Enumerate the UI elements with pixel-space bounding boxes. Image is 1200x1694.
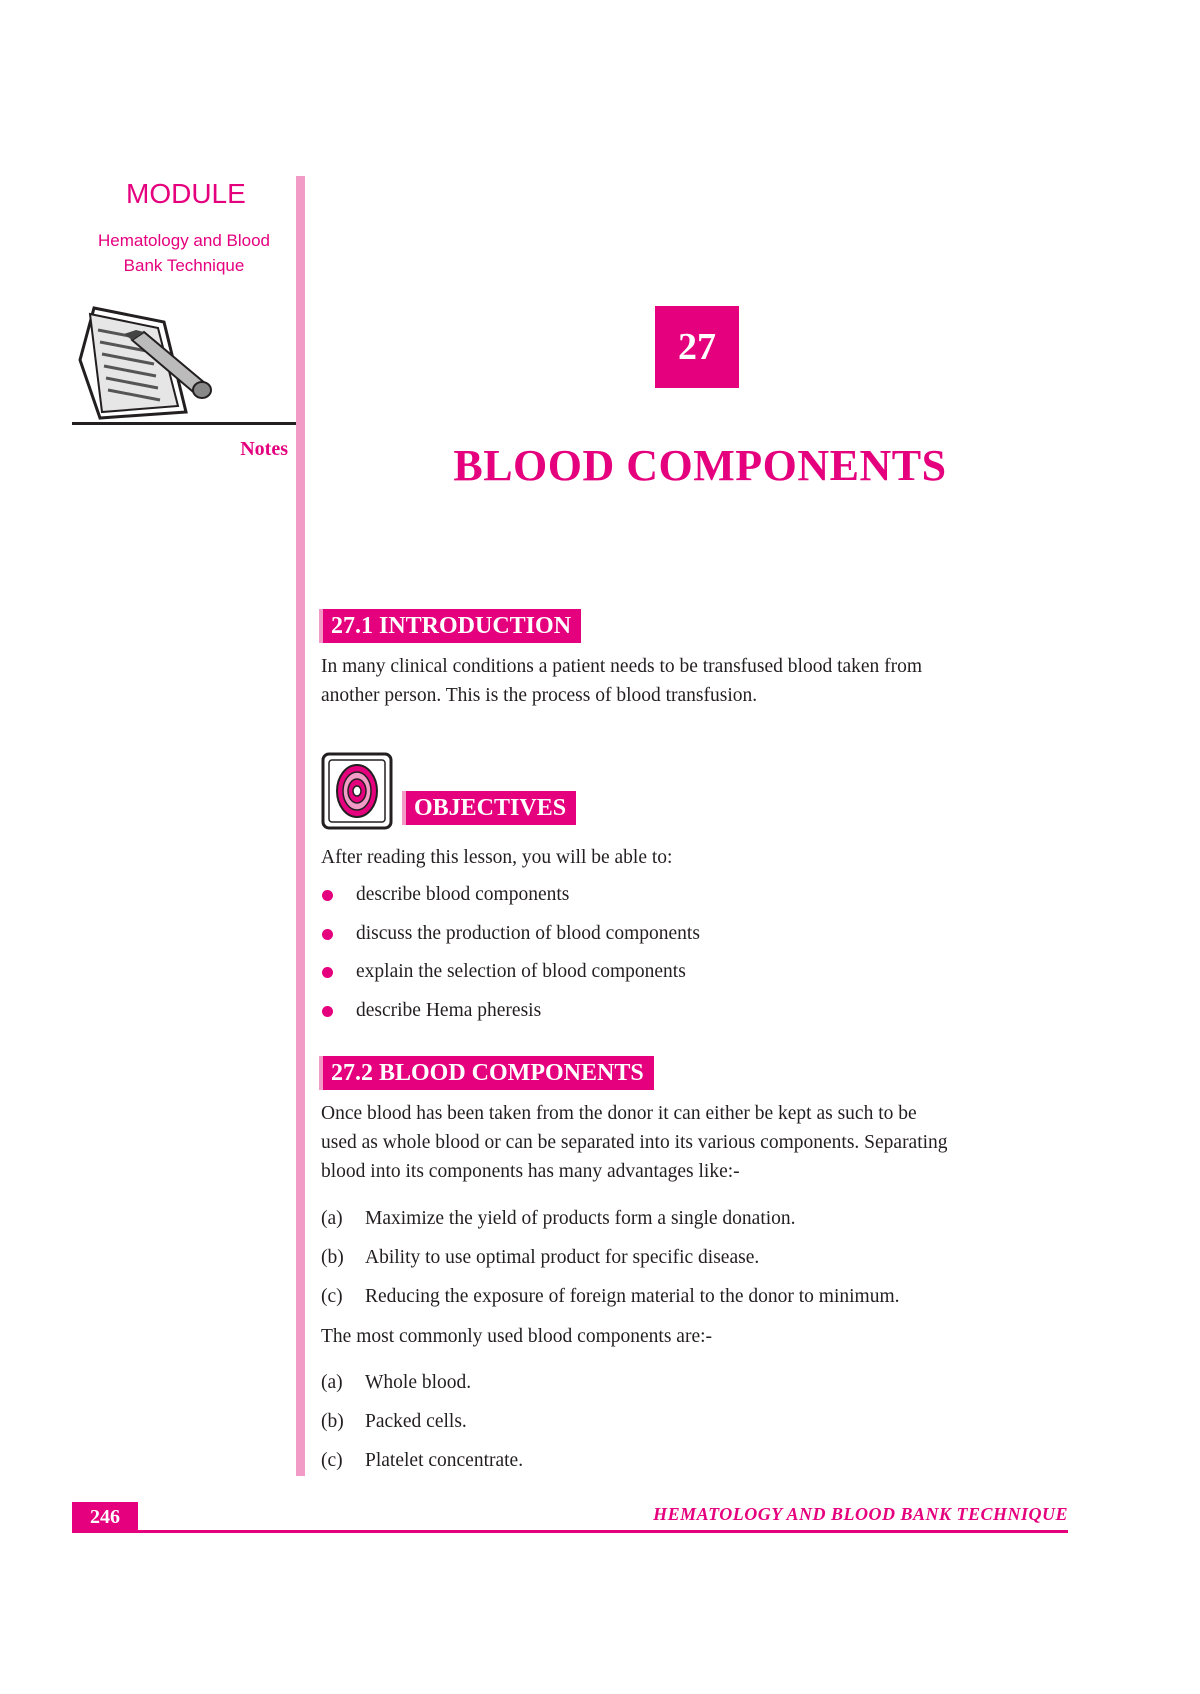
- list-item: [321, 957, 1071, 996]
- list-marker: (b): [321, 1411, 344, 1432]
- list-item-text: describe Hema pheresis: [356, 999, 542, 1021]
- list-item-text: discuss the production of blood components: [356, 922, 700, 944]
- list-item: [321, 1446, 1071, 1485]
- bullet-icon: [322, 967, 333, 978]
- footer-rule: [72, 1530, 1068, 1533]
- notepad-pencil-icon: [70, 300, 220, 428]
- list-item-text: Maximize the yield of products form a single donation.: [365, 1208, 796, 1229]
- paragraph-line: another person. This is the process of blood transfusion.: [321, 685, 758, 706]
- list-marker: (c): [321, 1450, 343, 1471]
- section-heading-introduction: 27.1 INTRODUCTION: [319, 609, 581, 643]
- bullet-icon: [322, 929, 333, 940]
- bullet-icon: [322, 1006, 333, 1017]
- list-item-text: Ability to use optimal product for specific disease.: [365, 1247, 760, 1268]
- list-item: [321, 919, 1071, 958]
- list-item: [321, 1282, 1071, 1321]
- blood-components-paragraph: [321, 1099, 1071, 1186]
- list-item-text: Whole blood.: [365, 1372, 472, 1393]
- list-item-text: Packed cells.: [365, 1411, 467, 1432]
- list-marker: (b): [321, 1247, 344, 1268]
- section-heading-blood-components: 27.2 BLOOD COMPONENTS: [319, 1056, 654, 1090]
- module-subject-line1: Hematology and Blood: [97, 231, 270, 250]
- list-item: [321, 1243, 1071, 1282]
- list-item-text: Platelet concentrate.: [365, 1450, 524, 1471]
- list-item: [321, 880, 1071, 919]
- list-item-text: describe blood components: [356, 884, 570, 905]
- list-item: [321, 1368, 1071, 1407]
- list-item: [321, 1204, 1071, 1243]
- paragraph-line: used as whole blood or can be separated into its various components. Separating: [321, 1132, 948, 1153]
- list-item: [321, 1407, 1071, 1446]
- sidebar-rule: [72, 422, 300, 425]
- section-heading-objectives: OBJECTIVES: [402, 791, 576, 825]
- paragraph-line: In many clinical conditions a patient needs to be transfused blood taken from: [321, 656, 923, 677]
- module-label: MODULE: [126, 178, 246, 209]
- list-marker: (a): [321, 1208, 343, 1229]
- objectives-intro: After reading this lesson, you will be able to:: [321, 847, 673, 868]
- notes-label: Notes: [240, 438, 288, 460]
- chapter-number: 27: [655, 306, 739, 388]
- chapter-title: BLOOD COMPONENTS: [453, 441, 947, 490]
- introduction-paragraph: [321, 652, 1071, 710]
- list-marker: (c): [321, 1286, 343, 1307]
- components-intro: The most commonly used blood components are:-: [321, 1326, 713, 1347]
- module-subject-line2: Bank Technique: [123, 256, 245, 275]
- list-item-text: Reducing the exposure of foreign material to the donor to minimum.: [365, 1286, 900, 1307]
- list-item: [321, 996, 1071, 1035]
- margin-bar: [296, 176, 305, 1476]
- paragraph-line: blood into its components has many advantages like:-: [321, 1161, 740, 1182]
- components-list: [321, 1368, 1071, 1485]
- list-item-text: explain the selection of blood components: [356, 961, 686, 982]
- objectives-list: [321, 880, 1071, 1034]
- page-number: 246: [72, 1502, 138, 1533]
- list-marker: (a): [321, 1372, 343, 1393]
- paragraph-line: Once blood has been taken from the donor it can either be kept as such to be: [321, 1103, 917, 1124]
- running-title: HEMATOLOGY AND BLOOD BANK TECHNIQUE: [653, 1504, 1068, 1524]
- target-icon: [321, 752, 393, 830]
- module-subject: [84, 228, 284, 278]
- bullet-icon: [322, 890, 333, 901]
- advantages-list: [321, 1204, 1071, 1321]
